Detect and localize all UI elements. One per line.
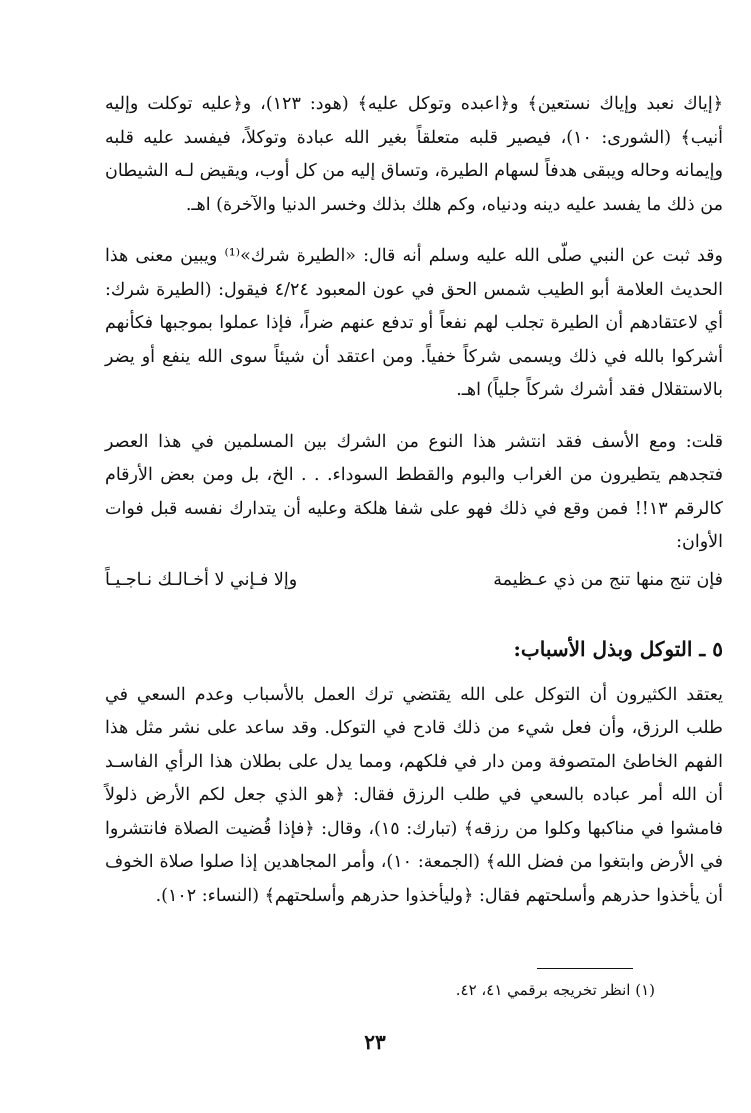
- page-number: ٢٣: [364, 1030, 386, 1054]
- poetry-verse: [105, 564, 723, 597]
- paragraph-tawakkul-means: يعتقد الكثيرون أن التوكل على الله يقتضي ترك العمل بالأسباب وعدم السعي في طلب الرزق، وأن فعل شيء من ذلك قادح في التوكل. وقد ساعد على نشر مثل هذا الفهم الخاطئ المتصوفة ومن دار في فلكهم، ومما يدل على بطلان هذا الرأي الفاسـد أن الله أمر عباده بالسعي في طلب الرزق فقال: ﴿هو الذي جعل لكم الأرض ذلولاً فامشوا في مناكبها وكلوا من رزقه﴾ (تبارك: ١٥)، وقال: ﴿فإذا قُضيت الصلاة فانتشروا في الأرض وابتغوا من فضل الله﴾ (الجمعة: ١٠)، وأمر المجاهدين إذا صلوا صلاة الخوف أن يأخذوا حذرهم وأسلحتهم فقال: ﴿وليأخذوا حذرهم وأسلحتهم﴾ (النساء: ١٠٢).: [105, 684, 723, 906]
- footnote: (١) انظر تخريجه برقمي ٤١، ٤٢.: [455, 981, 655, 999]
- paragraph-quote-continuation: ﴿إياك نعبد وإياك نستعين﴾ و﴿اعبده وتوكل عليه﴾ (هود: ١٢٣)، و﴿عليه توكلت وإليه أنيب﴾ (الشورى: ١٠)، فيصير قلبه متعلقاً بغير الله عبادة وتوكلاً، فيفسد عليه قلبه وإيمانه وحاله ويبقى هدفاً لسهام الطيرة، وتساق إليه من كل أوب، ويقيض لـه الشيطان من ذلك ما يفسد عليه دينه ودنياه، وكم هلك بذلك وخسر الدنيا والآخرة) اهـ.: [105, 94, 724, 215]
- verse-second-hemistich: وإلا فـإني لا أخـالـك نـاجـيـاً: [105, 569, 298, 590]
- paragraph-tiyarah-hadith: وقد ثبت عن النبي صلّى الله عليه وسلم أنه قال: «الطيرة شرك»⁽¹⁾ ويبين معنى هذا الحديث العلامة أبو الطيب شمس الحق في عون المعبود ٤/٢٤ فيقول: (الطيرة شرك: أي لاعتقادهم أن الطيرة تجلب لهم نفعاً أو تدفع عنهم ضراً، فإذا عملوا بموجبها فكأنهم أشركوا بالله في ذلك ويسمى شركاً خفياً. ومن اعتقد أن شيئاً سوى الله ينفع أو يضر بالاستقلال فقد أشرك شركاً جلياً) اهـ.: [105, 246, 724, 400]
- verse-first-hemistich: فإن تنج منها تنج من ذي عـظيمة: [493, 569, 723, 590]
- paragraph-modern-superstition: قلت: ومع الأسف فقد انتشر هذا النوع من الشرك بين المسلمين في هذا العصر فتجدهم يتطيرون من الغراب والبوم والقطط السوداء. . . الخ، بل ومن بعض الأرقام كالرقم ١٣!! فمن وقع في ذلك فهو على شفا هلكة وعليه أن يتدارك نفسه قبل فوات الأوان:: [105, 431, 723, 552]
- page-body: [105, 88, 723, 913]
- footnote-divider: [537, 968, 633, 969]
- section-heading: ٥ ـ التوكل وبذل الأسباب:: [513, 636, 723, 661]
